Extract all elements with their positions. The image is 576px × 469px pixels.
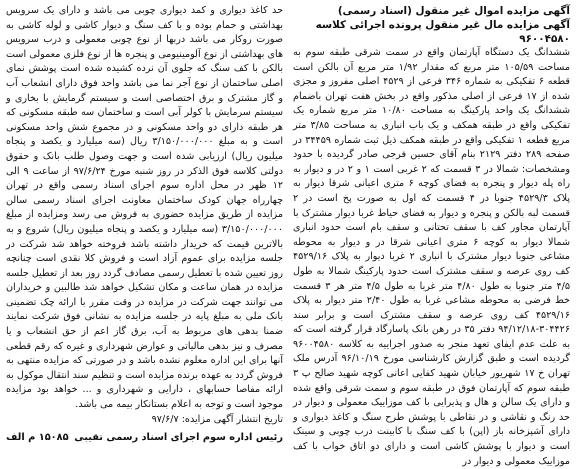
- signature: رئیس اداره سوم اجرای اسناد رسمی تقیبی: [74, 432, 283, 444]
- left-column: [6, 4, 283, 444]
- left-column-body: حد کاغذ دیواری و کمد دیواری چوبی می باشد و دارای یک سرویس بهداشتی و حمام بوده و با کف سنگ و دیوار کاشی و لوله کاشی به صورت روکار می باشد دربها از نوع چوبی معمولی و درب سرویس های بهداشتی از نوع آلومینیومی و پنجره ها از نوع فلزی معمولی است بالکن با کف سنگ که جلوی آن نرده کشیده شده است پوشش نمای اصلی ساختمان از نوع آجر نما می باشد واحد فوق دارای انشعاب آب و گاز مشترک و برق اختصاصی است و سیستم گرمایش با بخاری و سیستم سرمایش با کولر آبی است و ساختمان سه طبقه مسکونی که هر طبقه دارای دو واحد مسکونی و در مجموع شش واحد مسکونی است و به مبلغ ۳/۱۵۰/۰۰۰/۰۰۰ ریال (سه میلیارد و یکصد و پنجاه میلیون ریال) ارزیابی شده است و جهت وصول طلب بانک و حقوق دولتی کلاسه فوق الذکر در روز شنبه مورخ ۹۷/۶/۲۴ از ساعت ۹ الی ۱۲ ظهر در محل اداره سوم اجرای اسناد رسمی واقع در تهران چهارراه جهان کودک ساختمان معاونت اجرای اسناد رسمی سالن مزایده از طریق مزایده حضوری به فروش می رسد ومزایده از مبلغ ۳/۱۵۰/۰۰۰/۰۰۰ (سه میلیارد و یکصد و پنجاه میلیون ریال) شروع و به بالاترین قیمت که خریدار داشته باشد فروخته خواهد شد شرکت در جلسه مزایده برای عموم آزاد است و فروش کلا نقدی است چنانچه روز تعیین شده با تعطیل رسمی مصادف گردد روز بعد از تعطیل جلسه مزایده در همان ساعت و مکان تشکیل خواهد شد طالبین و خریداران می توانند جهت شرکت در مزایده در وقت مقرر با ارائه چک تضمینی بانک ملی به مبلغ پایه در جلسه مزایده به نشانی فوق شرکت نمایند ضمنا بدهی های مربوط به آب، برق گاز اعم از حق انشعاب و یا مصرف و نیز بدهی مالیاتی و عوارض شهرداری و غیره که رقم قطعی آنها برای این اداره معلوم نشده باشد و در صورتی که مزایده منتهی به فروش گردد به عهده برنده مزایده است و تنظیم سند انتقال موکول به ارائه مفاصا حسابهای ، دارایی و شهرداری و ... خواهد بود مزایده موجود است و توجه به اعلام بستانکار بیمه می باشد.: [6, 5, 283, 411]
- right-column-body: ششدانگ یک دستگاه آپارتمان واقع در سمت شرقی طبقه سوم به مساحت ۱۰۵/۵۹ متر مربع که مقدار ۱/۹۲ متر مربع آن بالکن است قطعه ۶ تفکیکی به شماره ۳۴۶ فرعی از ۴۵۲۹ اصلی مفروز و مجزی شده از ۱۷ فرعی از اصلی مذکور واقع در بخش هفت تهران باضمام ششدانگ یک واحد پارکینگ به مساحت ۱۰/۸۰ متر مربع شماره یک تفکیکی واقع در طبقه همکف و یک باب انباری به مساحت ۳/۸۵ متر مربع قطعه ۱ تفکیکی واقع در طبقه همکف ذیل ثبت شماره ۳۴۴۵۹ در صفحه ۲۸۹ دفتر ۲۱۲۹ بنام آقای حسین فرجی صادر گردیده با حدود ومشخصات: شمالا در ۳ قسمت که ۲ غربی است ۱ و ۲ در و دیوار به راه پله دیوار و پنجره به فضای کوچه ۶ متری اعیانی شرقا دیوار به پلاک ۴۵۲۹/۳ جنوبا در ۴ قسمت که اول به صورت پخ است در ۲ قسمت لبه بالکن و پنجره و دیوار به فضای حیاط غربا دیوار مشترک با آپارتمان مجاور کف با سقف تحتانی و سقف بام است حدود انباری شمالا دیوار به کوچه ۶ متری اعیانی شرقا در و دیوار به محوطه مشاعی جنوبا دیوار مشترک با انباری ۲ غربا دیوار به پلاک ۴۵۲۹/۱۶ کف روی عرصه و سقف مشترک است حدود پارکینگ شمالا به طول ۴/۵ متر جنوبا به طول ۴/۸۰ متر غربا به طول ۴/۵ متر هر ۳ قسمت خط فرضی به محوطه مشاعی غربا به طول ۲/۴۰ متر دیوار به پلاک ۴۵۲۹/۱۶ کف روی عرصه و سقف مشترک است و برابر سند ۳۰۴۴۲۶-۹۴/۱۲/۱۸ دفتر ۳۵ در رهن بانک پاسارگاد قرار گرفته است که به علت عدم ایفای تعهد منجر به صدور اجراییه به کلاسه ۹۶۰۰۴۵۸۰ گردیده است و طبق گزارش کارشناسی مورخ ۹۶/۱۰/۱۹ آدرس ملک تهران خ ۱۷ شهریور خیابان شهید کفایی اعانی کوچه شهید صالح پ ۳ طبقه سوم که آپارتمان فوق در طبقه سوم و سمت شرقی واقع شده و دارای یک سالن و هال و پذیرایی با کف موزاییک معمولی و دیوار در حد رنگ و نقاشی و در نقاطی با پوشش طرح سنگ و کاغذ دیواری و دارای آشپزخانه باز (اپن) با کف سنگ با کابینت درب چوبی و سینک است و دیوار با پوشش کاشی است و دارای دو اتاق خواب با کف موزاییک معمولی و دیوار در: [293, 47, 571, 467]
- notice-title-1: آگهی مزایده اموال غیر منقول (اسناد رسمی): [337, 5, 570, 17]
- right-column: [293, 4, 571, 467]
- notice-footer: [6, 431, 283, 446]
- notice-code: ۱۵۰۸۵ م الف: [6, 432, 69, 444]
- publish-date: تاریخ انتشار آگهی مزایده: ۹۷/۶/۷: [151, 413, 283, 425]
- notice-title-2: آگهی مزایده مال غیر منقول پرونده اجرائی کلاسه ۹۶۰۰۴۵۸۰: [315, 19, 570, 45]
